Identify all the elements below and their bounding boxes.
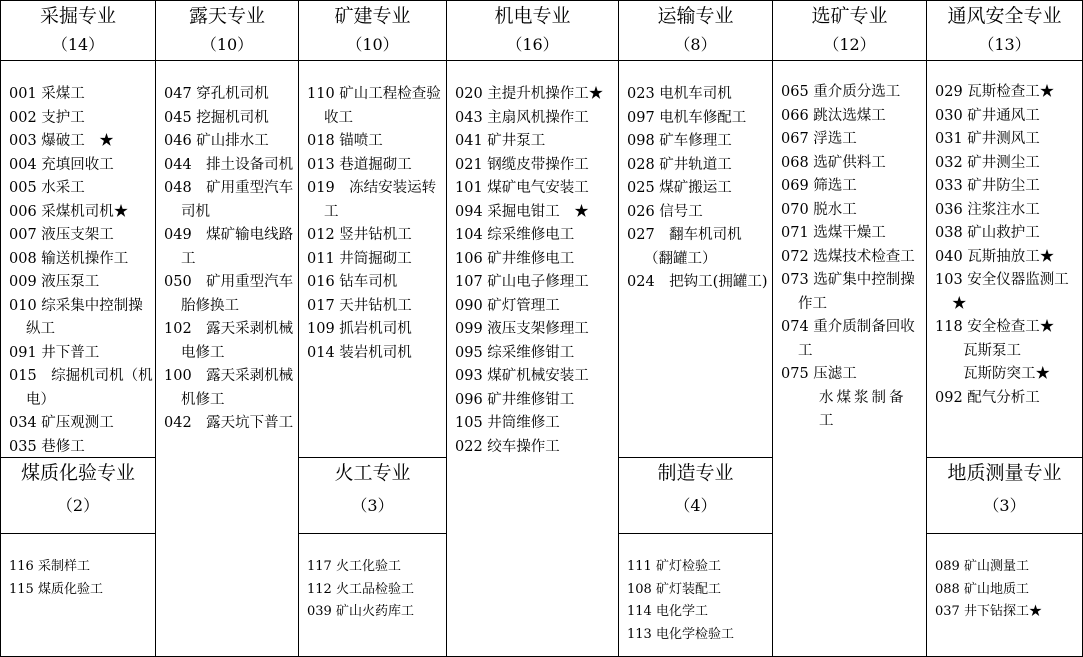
category-count: （8） <box>674 35 717 54</box>
job-list-ventilation-safety <box>927 81 1082 457</box>
list-item: 098 矿车修理工 <box>627 133 732 149</box>
list-item: 069 筛选工 <box>781 178 857 194</box>
job-list-pyrotechnics <box>299 556 446 654</box>
header-mine-construction <box>299 1 446 60</box>
list-item: 066 跳汰选煤工 <box>781 107 886 124</box>
list-item: 049 煤矿输电线路工 <box>164 227 294 267</box>
list-item: 048 矿用重型汽车司机 <box>164 180 294 220</box>
header-ventilation-safety <box>927 1 1082 60</box>
list-item: 033 矿井防尘工 <box>935 178 1040 194</box>
job-list-manufacturing <box>619 556 772 654</box>
list-item: 099 液压支架修理工 <box>455 321 589 337</box>
list-item: 094 采掘电钳工 ★ <box>455 203 589 220</box>
list-item: 116 采制样工 <box>9 559 90 574</box>
category-count: （4） <box>674 496 717 515</box>
list-item: 017 天井钻机工 <box>307 297 412 314</box>
list-item: 瓦斯防突工★ <box>963 366 1050 382</box>
list-item: 032 矿井测尘工 <box>935 154 1040 171</box>
list-item: 104 综采维修电工 <box>455 227 575 243</box>
category-name: 矿建专业 <box>334 5 411 27</box>
category-count: （2） <box>56 496 100 515</box>
list-item: 026 信号工 <box>627 203 703 220</box>
category-count: （3） <box>351 496 394 515</box>
job-list-open-pit <box>156 83 298 483</box>
category-count: （10） <box>200 35 254 54</box>
list-item: 088 矿山地质工 <box>935 581 1029 597</box>
job-list-electromechanical <box>447 83 618 483</box>
list-item: 045 挖掘机司机 <box>164 109 269 126</box>
list-item: 021 钢缆皮带操作工 <box>455 156 589 173</box>
category-count: （13） <box>978 35 1031 54</box>
list-item: 117 火工化验工 <box>307 559 401 574</box>
list-item: 水煤浆制备工 <box>819 389 907 429</box>
list-item: 072 选煤技术检查工 <box>781 248 915 265</box>
list-item: 042 露天坑下普工 <box>164 415 294 431</box>
list-item: 024 把钩工(拥罐工) <box>627 274 768 290</box>
list-item: 113 电化学检验工 <box>627 626 734 642</box>
list-item: 038 矿山救护工 <box>935 225 1040 241</box>
job-list-coal-quality-testing <box>1 556 155 654</box>
list-item: 071 选煤干燥工 <box>781 225 886 241</box>
header-mining <box>1 1 155 60</box>
job-list-mineral-processing <box>773 81 926 481</box>
list-item: 007 液压支架工 <box>9 227 114 243</box>
header-pyrotechnics <box>299 458 446 533</box>
list-item: 034 矿压观测工 <box>9 415 114 431</box>
list-item: 019 冻结安装运转工 <box>307 180 437 220</box>
list-item: 006 采煤机司机★ <box>9 203 129 220</box>
job-list-geological-survey <box>927 556 1082 654</box>
header-open-pit <box>156 1 298 60</box>
job-list-transport <box>619 83 772 455</box>
list-item: 105 井筒维修工 <box>455 415 560 431</box>
list-item: 103 安全仪器监测工★ <box>935 272 1069 312</box>
list-item: 瓦斯泵工 <box>963 342 1021 359</box>
list-item: 027 翻车机司机（翻罐工） <box>627 227 742 267</box>
list-item: 110 矿山工程检查验收工 <box>307 86 441 126</box>
list-item: 009 液压泵工 <box>9 274 100 290</box>
list-item: 112 火工品检验工 <box>307 581 414 597</box>
category-count: （3） <box>983 496 1026 515</box>
lower-header-divider <box>298 533 446 534</box>
list-item: 035 巷修工 <box>9 438 85 455</box>
category-count: （16） <box>506 35 559 54</box>
list-item: 102 露天采剥机械电修工 <box>164 321 294 361</box>
category-name: 制造专业 <box>657 462 734 484</box>
list-item: 093 煤矿机械安装工 <box>455 368 589 384</box>
job-list-mining <box>1 83 155 455</box>
category-count: （10） <box>346 35 399 54</box>
category-name: 火工专业 <box>334 462 411 484</box>
lower-header-divider <box>926 533 1082 534</box>
list-item: 030 矿井通风工 <box>935 107 1040 124</box>
list-item: 114 电化学工 <box>627 604 708 619</box>
list-item: 015 综掘机司机（机电） <box>9 368 153 408</box>
list-item: 065 重介质分选工 <box>781 84 901 100</box>
list-item: 046 矿山排水工 <box>164 133 269 149</box>
list-item: 043 主扇风机操作工 <box>455 109 589 126</box>
header-geological-survey <box>927 458 1082 533</box>
list-item: 068 选矿供料工 <box>781 154 886 171</box>
list-item: 008 输送机操作工 <box>9 250 129 267</box>
list-item: 118 安全检查工★ <box>935 319 1055 335</box>
list-item: 073 选矿集中控制操作工 <box>781 272 915 312</box>
category-name: 露天专业 <box>188 5 265 27</box>
header-mineral-processing <box>773 1 926 60</box>
category-name: 通风安全专业 <box>947 5 1062 27</box>
list-item: 028 矿井轨道工 <box>627 156 732 173</box>
list-item: 096 矿井维修钳工 <box>455 391 575 408</box>
list-item: 067 浮选工 <box>781 131 857 147</box>
header-divider <box>0 60 1083 61</box>
header-transport <box>619 1 772 60</box>
list-item: 070 脱水工 <box>781 201 857 218</box>
list-item: 005 水采工 <box>9 180 85 196</box>
list-item: 044 排土设备司机 <box>164 156 294 173</box>
list-item: 011 井筒掘砌工 <box>307 250 412 267</box>
list-item: 089 矿山测量工 <box>935 559 1029 574</box>
job-list-mine-construction <box>299 83 446 455</box>
list-item: 020 主提升机操作工★ <box>455 86 604 102</box>
category-name: 选矿专业 <box>811 5 888 27</box>
list-item: 022 绞车操作工 <box>455 438 560 455</box>
category-count: （14） <box>51 35 105 54</box>
list-item: 111 矿灯检验工 <box>627 559 721 574</box>
list-item: 097 电机车修配工 <box>627 109 747 126</box>
list-item: 003 爆破工 ★ <box>9 133 114 149</box>
list-item: 091 井下普工 <box>9 344 100 361</box>
list-item: 090 矿灯管理工 <box>455 297 560 314</box>
list-item: 039 矿山火药库工 <box>307 604 414 619</box>
list-item: 018 锚喷工 <box>307 133 383 149</box>
category-count: （12） <box>823 35 876 54</box>
list-item: 023 电机车司机 <box>627 86 732 102</box>
list-item: 025 煤矿搬运工 <box>627 180 732 196</box>
list-item: 031 矿井测风工 <box>935 131 1040 147</box>
list-item: 108 矿灯装配工 <box>627 581 721 597</box>
list-item: 004 充填回收工 <box>9 156 114 173</box>
list-item: 109 抓岩机司机 <box>307 321 412 337</box>
list-item: 107 矿山电子修理工 <box>455 274 589 290</box>
list-item: 115 煤质化验工 <box>9 581 103 597</box>
list-item: 029 瓦斯检查工★ <box>935 84 1055 100</box>
list-item: 002 支护工 <box>9 109 85 126</box>
list-item: 101 煤矿电气安装工 <box>455 180 589 196</box>
list-item: 095 综采维修钳工 <box>455 344 575 361</box>
category-name: 地质测量专业 <box>947 462 1062 484</box>
list-item: 016 钻车司机 <box>307 274 398 290</box>
list-item: 012 竖井钻机工 <box>307 227 412 243</box>
header-coal-quality-testing <box>1 458 155 533</box>
list-item: 092 配气分析工 <box>935 389 1040 406</box>
list-item: 041 矿井泵工 <box>455 133 546 149</box>
list-item: 013 巷道掘砌工 <box>307 156 412 173</box>
lower-header-divider <box>618 533 772 534</box>
list-item: 075 压滤工 <box>781 366 857 382</box>
list-item: 100 露天采剥机械机修工 <box>164 368 294 408</box>
list-item: 014 装岩机司机 <box>307 344 412 361</box>
list-item: 047 穿孔机司机 <box>164 86 269 102</box>
list-item: 036 注浆注水工 <box>935 201 1040 218</box>
list-item: 010 综采集中控制操纵工 <box>9 297 143 337</box>
header-manufacturing <box>619 458 772 533</box>
category-name: 煤质化验专业 <box>20 462 135 484</box>
lower-header-divider <box>0 533 155 534</box>
list-item: 050 矿用重型汽车胎修换工 <box>164 274 294 314</box>
category-name: 采掘专业 <box>39 5 116 27</box>
list-item: 001 采煤工 <box>9 86 85 102</box>
list-item: 040 瓦斯抽放工★ <box>935 248 1055 265</box>
category-name: 运输专业 <box>657 5 734 27</box>
list-item: 037 井下钻探工★ <box>935 604 1042 619</box>
list-item: 106 矿井维修电工 <box>455 250 575 267</box>
list-item: 074 重介质制备回收工 <box>781 319 915 359</box>
category-name: 机电专业 <box>494 5 571 27</box>
header-electromechanical <box>447 1 618 60</box>
